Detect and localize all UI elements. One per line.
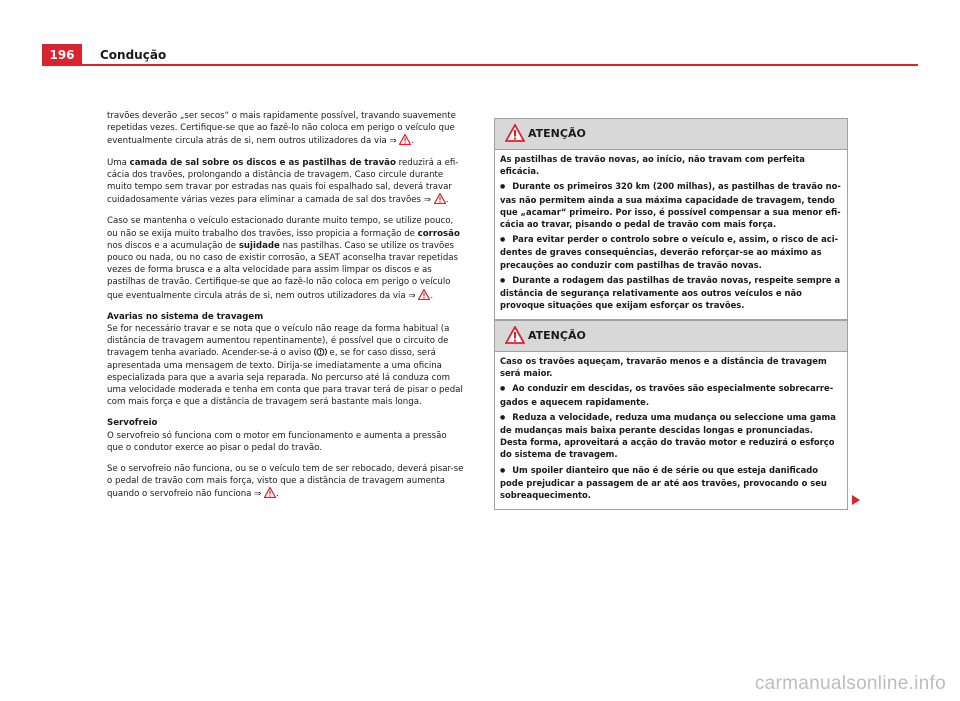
- heading-servo: Servofreio: [107, 418, 158, 429]
- warning-box-body: [495, 352, 847, 509]
- salt-post: reduzirá a eficácia dos travões, prolongando a distância de travagem. Caso circule durante muito tempo sem travar por estradas nas quais foi espalhado sal, deverá travar cuidadosamente várias vezes para eliminar a camada de sal dos travões ⇒: [107, 157, 459, 206]
- warning-bullet: ● Para evitar perder o controlo sobre o veículo e, assim, o risco de acidentes de graves consequências, deverão reforçar-se ao máximo as precauções ao conduzir com pastilhas de travão novas.: [500, 233, 842, 271]
- warning-triangle-icon[interactable]: [264, 487, 276, 498]
- warning-bullet: ● Durante a rodagem das pastilhas de travão novas, respeite sempre a distância de segurança relativamente aos outros veículos e não provoque situações que exijam esforçar os travões.: [500, 274, 842, 312]
- header-rule: [82, 64, 918, 66]
- page-number: 196: [42, 44, 82, 66]
- warning-box-header: [495, 321, 847, 352]
- warning-box-title: ATENÇÃO: [528, 329, 586, 342]
- warning-box-new-pads: [494, 118, 848, 320]
- warning-intro: Caso os travões aqueçam, travarão menos e a distância de travagem será maior.: [500, 356, 827, 379]
- paragraph-servo: O servofreio só funciona com o motor em funcionamento e aumenta a pressão que o condutor exerce ao pisar o pedal do travão.: [107, 430, 447, 453]
- servo-towing-text: Se o servofreio não funciona, ou se o veículo tem de ser rebocado, deverá pisar-se o pedal de travão com mais força, visto que a distância de travagem aumenta quando o servofreio não funciona ⇒: [107, 464, 464, 500]
- paragraph-dry-brakes: [107, 110, 465, 148]
- continue-arrow-icon[interactable]: [851, 494, 861, 506]
- dirt-bold: sujidade: [238, 240, 280, 251]
- watermark: carmanualsonline.info: [754, 673, 946, 694]
- paragraph-brake-failure: [107, 323, 465, 408]
- period: .: [445, 195, 449, 206]
- salt-bold: camada de sal sobre os discos e as pastilhas de travão: [129, 157, 396, 168]
- paragraph-corrosion: [107, 215, 465, 301]
- heading-brake-failure: Avarias no sistema de travagem: [107, 311, 264, 322]
- paragraph-salt: [107, 157, 465, 207]
- corrosion-a: Caso se mantenha o veículo estacionado durante muito tempo, se utilize pouco, ou não se exija muito trabalho dos travões, isso propicia a formação de: [107, 216, 454, 239]
- left-column: [107, 110, 465, 510]
- corrosion-b: nos discos e a acumulação de: [107, 240, 239, 251]
- paragraph-servo-towing: [107, 463, 465, 501]
- warning-box-header: [495, 119, 847, 150]
- warning-box-hot-brakes: [494, 320, 848, 510]
- period: .: [276, 489, 279, 500]
- warning-bullet: ● Um spoiler dianteiro que não é de série ou que esteja danificado pode prejudicar a passagem de ar até aos travões, provocando o seu sobreaquecimento.: [500, 464, 842, 502]
- corrosion-bold: corrosão: [417, 228, 460, 239]
- failure-a: Se for necessário travar e se nota que o veículo não reage da forma habitual (a distância de travagem aumentou repentinamente), é possível que o circuito de travagem tenha avariado. Acender-se-á o aviso: [107, 324, 450, 359]
- warning-box-title: ATENÇÃO: [528, 127, 586, 140]
- warning-intro: As pastilhas de travão novas, ao início, não travam com perfeita eficácia.: [500, 154, 805, 177]
- failure-b: e, se for caso disso, será apresentada uma mensagem de texto. Dirija-se imediatamente a uma oficina especializada para que a avaria seja reparada. No percurso até lá conduza com uma velocidade moderada e tenha em conta que para travar terá de pisar o pedal com mais força e que a distância de travagem será bastante mais longa.: [107, 348, 463, 408]
- salt-pre: Uma: [107, 157, 130, 168]
- warning-bullet: ● Durante os primeiros 320 km (200 milhas), as pastilhas de travão novas não permitem ainda a sua máxima capacidade de travagem, tendo que „acamar“ primeiro. Por isso, é possível compensar a sua menor eficácia ao travar, pisando o pedal de travão com mais força.: [500, 180, 842, 230]
- period: .: [430, 290, 434, 301]
- warning-triangle-icon[interactable]: [399, 134, 411, 145]
- warning-triangle-icon[interactable]: [434, 193, 446, 204]
- warning-triangle-icon[interactable]: [418, 289, 430, 300]
- warning-bullet: ● Reduza a velocidade, reduza uma mudança ou seleccione uma gama de mudanças mais baixa perante descidas longas e pronunciadas. Desta forma, aproveitará a acção do travão motor e reduzirá o esforço do sistema de travagem.: [500, 411, 842, 461]
- warning-box-body: [495, 150, 847, 319]
- warning-bullet: ● Ao conduzir em descidas, os travões são especialmente sobrecarregados e aquecem rapidamente.: [500, 382, 842, 407]
- section-title: Condução: [100, 48, 167, 62]
- warning-triangle-icon: [505, 124, 525, 142]
- brake-warning-lamp-icon: [314, 347, 327, 357]
- paragraph-dry-brakes-text: travões deverão „ser secos“ o mais rapidamente possível, travando suavemente repetidas vezes. Certifique-se que ao fazê-lo não coloca em perigo o veículo que eventualmente circula atrás de si, nem outros utilizadores da via ⇒: [107, 111, 456, 147]
- warning-triangle-icon: [505, 326, 525, 344]
- period: .: [411, 136, 415, 147]
- corrosion-c: nas pastilhas. Caso se utilize os travões pouco ou nada, ou no caso de existir corrosão, a SEAT aconselha travar repetidas vezes de forma brusca e a alta velocidade para assim limpar os discos e as pastilhas de travão. Certifique-se que ao fazê-lo não coloca em perigo o veículo que eventualmente circula atrás de si, nem outros utilizadores da via ⇒: [107, 240, 459, 301]
